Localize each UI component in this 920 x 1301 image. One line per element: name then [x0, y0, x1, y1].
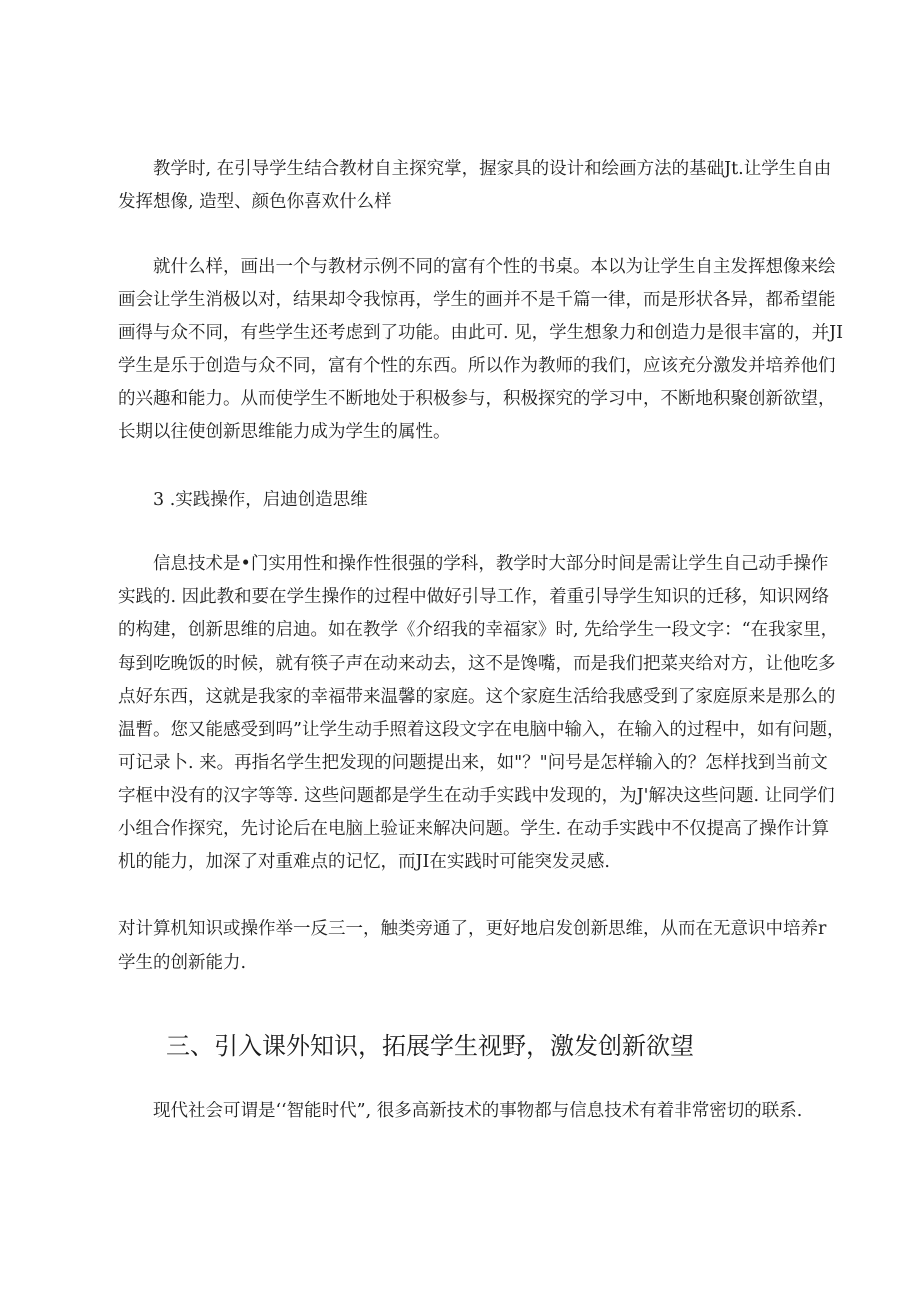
paragraph-2-line-1: 就什么样，画出一个与教材示例不同的富有个性的书桌。本以为让学生自主发挥想像来绘	[153, 257, 836, 277]
paragraph-4-line-10: 机的能力，加深了对重难点的记忆，而JI在实践时可能突发灵感.	[118, 852, 610, 872]
paragraph-5-line-1: 对计算机知识或操作举一反三一，触类旁通了，更好地启发创新思维，从而在无意识中培养r	[118, 919, 827, 939]
paragraph-4-line-4: 每到吃晚饭的时候，就有筷子声在动来动去，这不是馋嘴，而是我们把菜夹给对方，让他吃多	[118, 654, 836, 674]
subheading-practice: 3 .实践操作，启迪创造思维	[153, 490, 368, 510]
paragraph-1-line-2: 发挥想像, 造型、颜色你喜欢什么样	[118, 192, 392, 212]
paragraph-2-line-6: 长期以往使创新思维能力成为学生的属性。	[118, 422, 451, 442]
paragraph-2-line-5: 的兴趣和能力。从而使学生不断地处于积极参与，积极探究的学习中，不断地积聚创新欲望，	[118, 389, 836, 409]
paragraph-4-line-2: 实践的. 因此教和要在学生操作的过程中做好引导工作，着重引导学生知识的迁移，知识网络	[118, 587, 830, 607]
paragraph-4-line-3: 的构建，创新思维的启迪。如在教学《介绍我的幸福家》时, 先给学生一段文字：“在我家里，	[118, 620, 839, 640]
paragraph-4-line-9: 小组合作探究，先讨论后在电脑上验证来解决问题。学生. 在动手实践中不仅提高了操作计算	[118, 819, 830, 839]
paragraph-2-line-2: 画会让学生消极以对，结果却令我惊再，学生的画并不是千篇一律，而是形状各异，都希望能	[118, 290, 836, 310]
section-heading: 三、引入课外知识，拓展学生视野，激发创新欲望	[166, 1032, 694, 1060]
paragraph-2-line-4: 学生是乐于创造与众不同，富有个性的东西。所以作为教师的我们，应该充分激发并培养他们	[118, 356, 836, 376]
paragraph-2-line-3: 画得与众不同，有些学生还考虑到了功能。由此可. 见，学生想象力和创造力是很丰富的，并JI	[118, 323, 844, 343]
paragraph-4-line-1: 信息技术是•门实用性和操作性很强的学科，教学时大部分时间是需让学生自己动手操作	[153, 554, 829, 574]
final-paragraph-line-1: 现代社会可谓是‘‘智能时代”, 很多高新技术的事物都与信息技术有着非常密切的联系.	[153, 1101, 803, 1121]
paragraph-4-line-6: 温暫。您又能感受到吗”让学生动手照着这段文字在电脑中输入，在输入的过程中，如有问题，	[118, 720, 845, 740]
paragraph-1-line-1: 教学时, 在引导学生结合教材自主探究掌，握家具的设计和绘画方法的基础Jt.让学生自由	[153, 159, 832, 179]
paragraph-4-line-8: 字框中没有的汉字等等. 这些问题都是学生在动手实践中发现的，为J'解决这些问题. 让同学们	[118, 786, 835, 806]
paragraph-4-line-5: 点好东西，这就是我家的幸福带来温馨的家庭。这个家庭生活给我感受到了家庭原来是那么的	[118, 687, 836, 707]
paragraph-4-line-7: 可记录卜. 来。再指名学生把发现的问题提出来，如"？"问号是怎样输入的？怎样找到当前文	[118, 753, 828, 773]
paragraph-5-line-2: 学生的创新能力.	[118, 953, 247, 973]
